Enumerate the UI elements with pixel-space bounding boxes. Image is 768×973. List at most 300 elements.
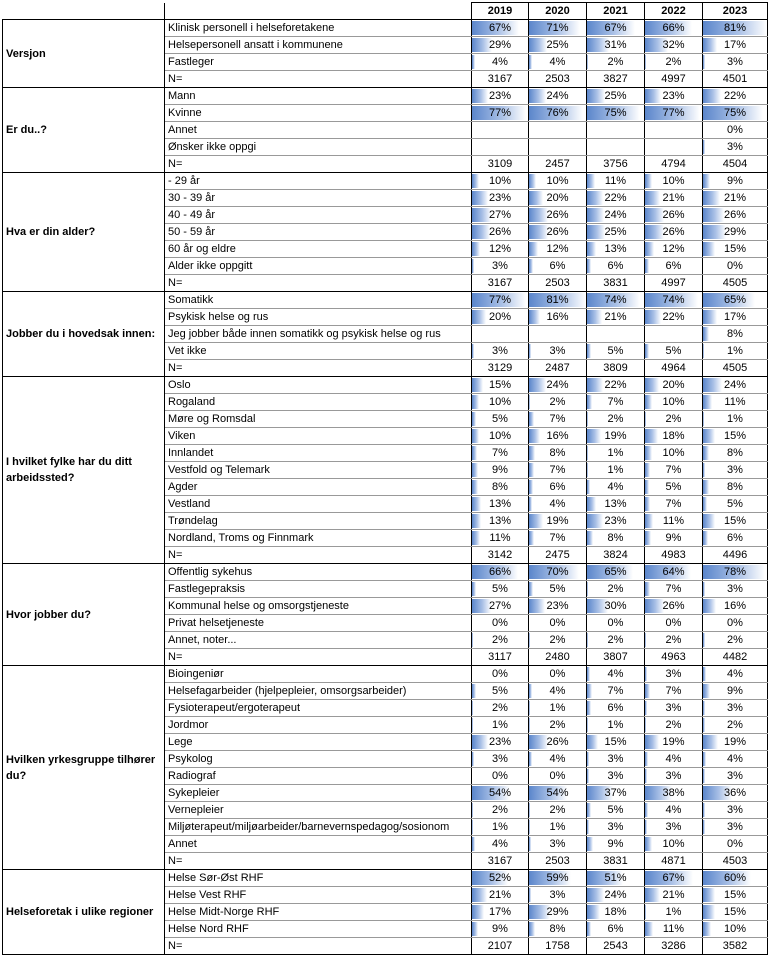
- row-label: Fastleger: [165, 54, 472, 71]
- value-cell: [472, 921, 529, 938]
- percent-bar: [472, 259, 474, 273]
- row-label: Viken: [165, 428, 472, 445]
- value-text: 6%: [549, 481, 566, 493]
- value-cell: [645, 717, 703, 734]
- percent-bar: [703, 412, 704, 426]
- value-text: 2%: [549, 804, 566, 816]
- value-text: 3827: [603, 73, 628, 85]
- row-label: Annet: [165, 836, 472, 853]
- percent-bar: [472, 582, 476, 596]
- value-cell: [472, 887, 529, 904]
- row-label: Sykepleier: [165, 785, 472, 802]
- value-cell: [703, 326, 768, 343]
- value-cell: [645, 785, 703, 802]
- percent-bar: [703, 446, 709, 460]
- value-text: 8%: [727, 328, 743, 340]
- percent-bar: [587, 701, 591, 715]
- value-text: 8%: [549, 447, 566, 459]
- percent-bar: [703, 55, 705, 69]
- value-text: 4794: [661, 158, 686, 170]
- section-title: I hvilket fylke har du ditt arbeidssted?: [3, 377, 165, 564]
- row-label: Klinisk personell i helseforetakene: [165, 20, 472, 37]
- value-text: 26%: [546, 209, 569, 221]
- percent-bar: [529, 514, 543, 528]
- value-cell: [703, 938, 768, 955]
- value-cell: [645, 309, 703, 326]
- percent-bar: [472, 888, 487, 902]
- value-cell: [703, 649, 768, 666]
- value-cell: [529, 71, 587, 88]
- row-label: Vernepleier: [165, 802, 472, 819]
- percent-bar: [645, 633, 646, 647]
- percent-bar: [472, 174, 479, 188]
- value-text: 3%: [727, 583, 743, 595]
- value-cell: [529, 768, 587, 785]
- value-cell: [472, 581, 529, 598]
- value-text: 8%: [607, 532, 624, 544]
- value-text: 3%: [549, 889, 566, 901]
- value-cell: [645, 479, 703, 496]
- value-text: 54%: [546, 787, 569, 799]
- value-text: 19%: [546, 515, 569, 527]
- value-cell: [472, 513, 529, 530]
- value-cell: [587, 224, 645, 241]
- table-row: [3, 564, 768, 581]
- value-text: 8%: [727, 447, 743, 459]
- value-cell: [472, 615, 529, 632]
- value-cell: [645, 853, 703, 870]
- percent-bar: [645, 412, 646, 426]
- value-text: 0%: [665, 617, 682, 629]
- value-cell: [703, 700, 768, 717]
- value-text: 8%: [549, 923, 566, 935]
- percent-bar: [472, 344, 474, 358]
- row-label: 60 år og eldre: [165, 241, 472, 258]
- value-cell: [703, 292, 768, 309]
- value-text: 7%: [607, 396, 624, 408]
- value-cell: [587, 173, 645, 190]
- value-text: 19%: [604, 430, 627, 442]
- value-cell: [472, 37, 529, 54]
- percent-bar: [587, 55, 588, 69]
- percent-bar: [529, 225, 548, 239]
- percent-bar: [645, 89, 661, 103]
- value-cell: [587, 632, 645, 649]
- value-text: 3%: [727, 770, 743, 782]
- value-text: 67%: [662, 872, 685, 884]
- value-cell: [472, 258, 529, 275]
- value-cell: [703, 717, 768, 734]
- value-text: 11%: [724, 396, 746, 408]
- value-cell: [529, 887, 587, 904]
- value-text: 4964: [661, 362, 686, 374]
- value-cell: [703, 445, 768, 462]
- value-text: 7%: [665, 583, 682, 595]
- percent-bar: [645, 208, 664, 222]
- percent-bar: [703, 582, 705, 596]
- value-cell: [645, 343, 703, 360]
- value-text: 3%: [727, 804, 743, 816]
- value-text: 3%: [549, 345, 566, 357]
- value-cell: [529, 156, 587, 173]
- value-text: 2%: [549, 634, 566, 646]
- value-text: 5%: [607, 804, 624, 816]
- percent-bar: [587, 344, 591, 358]
- row-label: Helsefagarbeider (hjelpepleier, omsorgsarbeider): [165, 683, 472, 700]
- value-text: 8%: [492, 481, 508, 493]
- value-cell: [645, 122, 703, 139]
- header-blank-cell: [3, 3, 165, 20]
- value-cell: [587, 275, 645, 292]
- value-cell: [703, 564, 768, 581]
- percent-bar: [703, 497, 707, 511]
- row-label: Helse Midt-Norge RHF: [165, 904, 472, 921]
- row-label: N=: [165, 360, 472, 377]
- value-cell: [472, 836, 529, 853]
- row-label: Psykolog: [165, 751, 472, 768]
- value-text: 75%: [604, 107, 627, 119]
- value-text: 0%: [549, 617, 566, 629]
- percent-bar: [529, 837, 531, 851]
- section-title: Hvilken yrkesgruppe tilhører du?: [3, 666, 165, 870]
- value-text: 0%: [727, 617, 743, 629]
- value-cell: [703, 258, 768, 275]
- value-cell: [529, 54, 587, 71]
- row-label: Agder: [165, 479, 472, 496]
- percent-bar: [587, 837, 593, 851]
- percent-bar: [529, 633, 530, 647]
- value-text: 23%: [546, 600, 569, 612]
- percent-bar: [472, 480, 478, 494]
- header-row: [3, 3, 768, 20]
- value-cell: [587, 615, 645, 632]
- percent-bar: [587, 582, 588, 596]
- value-text: 9%: [607, 838, 624, 850]
- value-text: 7%: [549, 464, 566, 476]
- row-label: Somatikk: [165, 292, 472, 309]
- row-label: Rogaland: [165, 394, 472, 411]
- percent-bar: [703, 599, 716, 613]
- value-cell: [645, 564, 703, 581]
- value-text: 3756: [603, 158, 628, 170]
- percent-bar: [472, 684, 476, 698]
- percent-bar: [472, 752, 474, 766]
- value-cell: [587, 836, 645, 853]
- value-text: 52%: [488, 872, 512, 884]
- row-label: Vet ikke: [165, 343, 472, 360]
- value-text: 11%: [489, 532, 511, 544]
- value-cell: [587, 258, 645, 275]
- value-cell: [587, 904, 645, 921]
- value-text: 3109: [487, 158, 513, 170]
- value-cell: [587, 241, 645, 258]
- row-label: Helsepersonell ansatt i kommunene: [165, 37, 472, 54]
- row-label: 50 - 59 år: [165, 224, 472, 241]
- value-cell: [703, 751, 768, 768]
- percent-bar: [645, 497, 650, 511]
- value-cell: [472, 207, 529, 224]
- value-text: 38%: [662, 787, 685, 799]
- value-text: 0%: [492, 668, 508, 680]
- percent-bar: [703, 752, 706, 766]
- value-cell: [645, 139, 703, 156]
- value-text: 8%: [727, 481, 743, 493]
- value-cell: [645, 836, 703, 853]
- value-cell: [587, 802, 645, 819]
- value-cell: [529, 513, 587, 530]
- value-cell: [587, 938, 645, 955]
- value-cell: [472, 394, 529, 411]
- value-text: 4504: [722, 158, 748, 170]
- value-text: 16%: [546, 430, 569, 442]
- percent-bar: [703, 905, 715, 919]
- percent-bar: [703, 463, 705, 477]
- value-cell: [472, 785, 529, 802]
- value-cell: [529, 819, 587, 836]
- value-text: 2%: [665, 719, 682, 731]
- value-text: 4505: [722, 362, 748, 374]
- value-text: 11%: [604, 175, 627, 187]
- percent-bar: [587, 395, 592, 409]
- value-text: 2503: [545, 73, 570, 85]
- value-text: 2%: [492, 804, 508, 816]
- value-text: 9%: [492, 923, 508, 935]
- value-cell: [703, 632, 768, 649]
- value-text: 0%: [727, 124, 743, 136]
- value-cell: [645, 411, 703, 428]
- percent-bar: [703, 718, 705, 732]
- value-text: 2%: [492, 634, 508, 646]
- value-cell: [645, 20, 703, 37]
- value-text: 3824: [603, 549, 628, 561]
- percent-bar: [587, 242, 596, 256]
- value-text: 10%: [662, 175, 685, 187]
- value-cell: [587, 394, 645, 411]
- value-text: 25%: [604, 90, 627, 102]
- percent-bar: [472, 735, 488, 749]
- percent-bar: [645, 684, 650, 698]
- value-cell: [472, 683, 529, 700]
- value-cell: [529, 853, 587, 870]
- value-text: 13%: [488, 515, 512, 527]
- value-cell: [587, 598, 645, 615]
- value-text: 3%: [665, 821, 682, 833]
- value-cell: [703, 37, 768, 54]
- value-text: 16%: [723, 600, 747, 612]
- value-text: 3%: [549, 838, 566, 850]
- row-label: Annet, noter...: [165, 632, 472, 649]
- value-cell: [645, 54, 703, 71]
- value-text: 17%: [723, 311, 747, 323]
- value-cell: [703, 547, 768, 564]
- value-cell: [645, 921, 703, 938]
- value-text: 18%: [662, 430, 685, 442]
- year-header: 2020: [529, 3, 587, 20]
- value-text: 31%: [604, 39, 627, 51]
- row-label: Jordmor: [165, 717, 472, 734]
- value-text: 21%: [488, 889, 512, 901]
- row-label: Alder ikke oppgitt: [165, 258, 472, 275]
- percent-bar: [645, 769, 647, 783]
- percent-bar: [703, 310, 717, 324]
- value-text: 4503: [722, 855, 748, 867]
- percent-bar: [645, 191, 660, 205]
- value-cell: [703, 105, 768, 122]
- percent-bar: [703, 429, 715, 443]
- value-text: 4496: [722, 549, 748, 561]
- percent-bar: [472, 89, 488, 103]
- percent-bar: [587, 667, 590, 681]
- value-cell: [472, 870, 529, 887]
- value-text: 7%: [549, 413, 566, 425]
- value-cell: [529, 870, 587, 887]
- value-text: 1%: [607, 719, 624, 731]
- value-cell: [529, 836, 587, 853]
- percent-bar: [703, 820, 705, 834]
- percent-bar: [587, 514, 603, 528]
- value-cell: [587, 411, 645, 428]
- percent-bar: [529, 820, 530, 834]
- value-cell: [472, 853, 529, 870]
- value-text: 6%: [549, 260, 566, 272]
- percent-bar: [587, 769, 589, 783]
- value-cell: [472, 479, 529, 496]
- value-cell: [645, 258, 703, 275]
- value-text: 4%: [727, 668, 743, 680]
- percent-bar: [703, 174, 710, 188]
- value-text: 1%: [492, 719, 508, 731]
- value-text: 10%: [662, 396, 685, 408]
- value-cell: [472, 20, 529, 37]
- value-text: 0%: [727, 260, 743, 272]
- value-text: 9%: [727, 175, 743, 187]
- value-text: 3129: [487, 362, 513, 374]
- value-text: 23%: [662, 90, 685, 102]
- row-label: N=: [165, 649, 472, 666]
- percent-bar: [472, 633, 473, 647]
- percent-bar: [587, 718, 588, 732]
- value-text: 4%: [607, 481, 624, 493]
- value-text: 3%: [492, 260, 508, 272]
- percent-bar: [529, 412, 534, 426]
- percent-bar: [587, 174, 595, 188]
- value-text: 22%: [662, 311, 685, 323]
- percent-bar: [645, 378, 659, 392]
- row-label: Vestland: [165, 496, 472, 513]
- percent-bar: [587, 752, 589, 766]
- value-cell: [587, 581, 645, 598]
- value-text: 2%: [665, 56, 682, 68]
- percent-bar: [529, 242, 538, 256]
- value-cell: [703, 309, 768, 326]
- value-cell: [529, 598, 587, 615]
- value-cell: [529, 904, 587, 921]
- value-cell: [587, 530, 645, 547]
- value-cell: [472, 139, 529, 156]
- value-cell: [703, 207, 768, 224]
- value-text: 4%: [492, 56, 508, 68]
- value-cell: [645, 666, 703, 683]
- value-cell: [645, 360, 703, 377]
- percent-bar: [645, 735, 659, 749]
- value-cell: [529, 139, 587, 156]
- value-text: 3582: [722, 940, 748, 952]
- percent-bar: [587, 684, 592, 698]
- value-cell: [703, 20, 768, 37]
- value-text: 21%: [604, 311, 627, 323]
- value-cell: [703, 122, 768, 139]
- value-text: 67%: [488, 22, 512, 34]
- value-cell: [703, 802, 768, 819]
- percent-bar: [587, 463, 588, 477]
- value-cell: [645, 37, 703, 54]
- value-cell: [645, 224, 703, 241]
- value-text: 6%: [607, 702, 624, 714]
- value-text: 23%: [604, 515, 627, 527]
- value-cell: [587, 462, 645, 479]
- value-text: 19%: [662, 736, 685, 748]
- value-cell: [587, 37, 645, 54]
- value-cell: [529, 292, 587, 309]
- percent-bar: [645, 922, 653, 936]
- value-text: 24%: [604, 889, 627, 901]
- value-text: 1%: [549, 821, 566, 833]
- value-cell: [472, 751, 529, 768]
- value-cell: [645, 581, 703, 598]
- value-text: 3%: [727, 702, 743, 714]
- value-text: 76%: [546, 107, 569, 119]
- percent-bar: [587, 429, 601, 443]
- value-text: 24%: [546, 90, 569, 102]
- percent-bar: [587, 905, 600, 919]
- value-text: 74%: [604, 294, 627, 306]
- percent-bar: [529, 344, 531, 358]
- value-text: 3831: [603, 277, 628, 289]
- row-label: N=: [165, 938, 472, 955]
- value-text: 3809: [603, 362, 628, 374]
- value-cell: [645, 292, 703, 309]
- value-cell: [529, 190, 587, 207]
- percent-bar: [645, 446, 652, 460]
- value-text: 3%: [727, 821, 743, 833]
- percent-bar: [703, 531, 708, 545]
- value-text: 4%: [665, 804, 682, 816]
- percent-bar: [529, 531, 534, 545]
- percent-bar: [587, 922, 591, 936]
- row-label: Lege: [165, 734, 472, 751]
- percent-bar: [472, 55, 475, 69]
- value-text: 11%: [662, 923, 685, 935]
- value-text: 2107: [487, 940, 513, 952]
- value-text: 4871: [661, 855, 686, 867]
- value-cell: [587, 666, 645, 683]
- value-cell: [645, 88, 703, 105]
- value-cell: [529, 394, 587, 411]
- value-text: 1%: [607, 464, 624, 476]
- value-text: 64%: [662, 566, 685, 578]
- row-label: Innlandet: [165, 445, 472, 462]
- value-cell: [587, 734, 645, 751]
- value-text: 3%: [727, 464, 743, 476]
- value-cell: [703, 921, 768, 938]
- value-cell: [472, 360, 529, 377]
- value-text: 11%: [662, 515, 685, 527]
- percent-bar: [645, 463, 650, 477]
- value-text: 2487: [545, 362, 570, 374]
- value-text: 66%: [488, 566, 512, 578]
- value-cell: [645, 870, 703, 887]
- value-cell: [645, 683, 703, 700]
